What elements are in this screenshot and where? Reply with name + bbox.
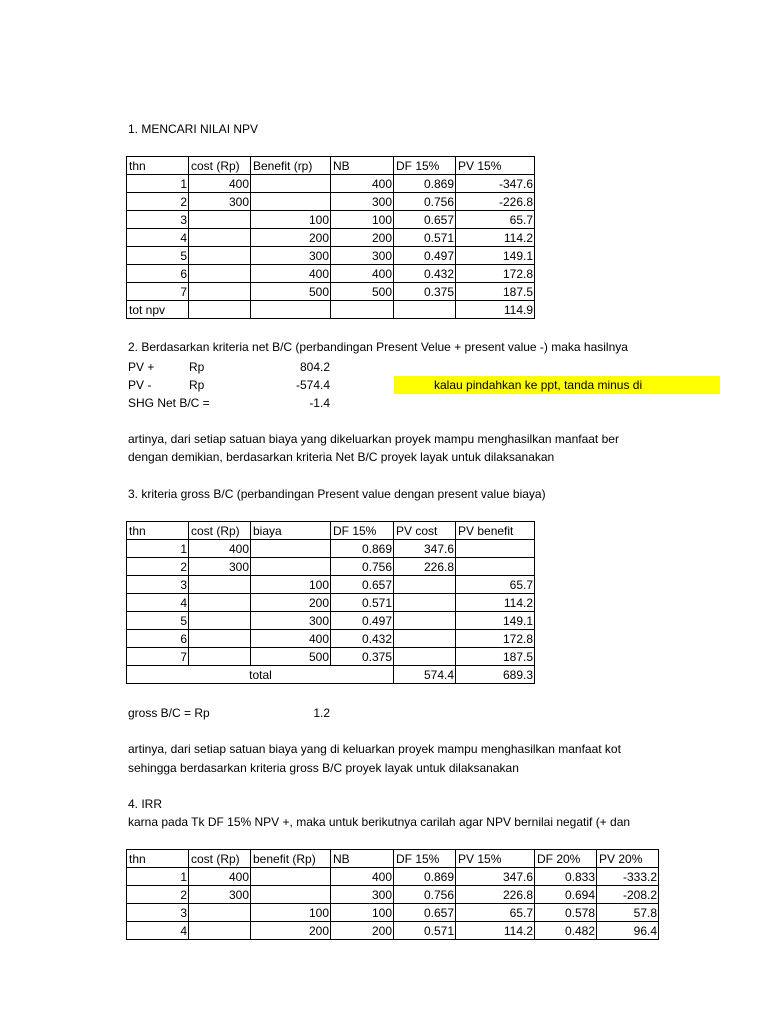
table-cell: 300 — [189, 558, 251, 576]
table-cell — [456, 540, 535, 558]
table-cell: 300 — [331, 247, 394, 265]
section-1-title: 1. MENCARI NILAI NPV — [128, 122, 259, 136]
table-cell: 187.5 — [456, 648, 535, 666]
table-cell: 0.833 — [535, 868, 597, 886]
header-cell: thn — [127, 157, 189, 175]
table-row — [127, 868, 659, 886]
header-cell: thn — [127, 850, 189, 868]
table-cell: 400 — [331, 175, 394, 193]
header-cell: PV cost — [394, 522, 456, 540]
table-cell: 100 — [251, 576, 331, 594]
table-row — [127, 630, 535, 648]
table-row — [127, 612, 535, 630]
table-cell: -347.6 — [456, 175, 535, 193]
table-cell: 500 — [251, 648, 331, 666]
header-cell: PV 15% — [456, 850, 535, 868]
header-cell: PV 15% — [456, 157, 535, 175]
table-cell — [189, 211, 251, 229]
table-cell: 65.7 — [456, 904, 535, 922]
table-cell: 0.571 — [331, 594, 394, 612]
table-cell — [251, 558, 331, 576]
table-cell — [251, 540, 331, 558]
table-cell — [189, 630, 251, 648]
table-cell: 114.2 — [456, 594, 535, 612]
header-cell: NB — [331, 157, 394, 175]
table-cell — [189, 247, 251, 265]
table-cell — [189, 904, 251, 922]
header-cell: biaya — [251, 522, 331, 540]
table-cell — [394, 576, 456, 594]
table-cell: 400 — [331, 868, 394, 886]
table-cell: 114.2 — [456, 922, 535, 940]
table-cell: 400 — [251, 265, 331, 283]
gross-bc-label: gross B/C = Rp — [128, 706, 210, 720]
table-cell: 0.432 — [331, 630, 394, 648]
table-cell — [189, 594, 251, 612]
table-cell — [189, 301, 251, 319]
table-cell: 149.1 — [456, 612, 535, 630]
table-cell: 172.8 — [456, 265, 535, 283]
section-2-title: 2. Berdasarkan kriteria net B/C (perbandingan Present Velue + present value -) maka hasilnya — [128, 340, 628, 354]
table-cell: 300 — [331, 193, 394, 211]
table-cell: 300 — [189, 886, 251, 904]
table-cell: 0.869 — [331, 540, 394, 558]
table-header-row — [127, 157, 535, 175]
table-cell — [394, 612, 456, 630]
table-row — [127, 211, 535, 229]
npv-table — [126, 156, 535, 319]
table-cell: -226.8 — [456, 193, 535, 211]
table-row — [127, 229, 535, 247]
table-cell: 400 — [189, 540, 251, 558]
table-cell: 0.497 — [394, 247, 456, 265]
table-cell: 226.8 — [456, 886, 535, 904]
table-cell: 0.482 — [535, 922, 597, 940]
table-cell: 200 — [251, 594, 331, 612]
header-cell: thn — [127, 522, 189, 540]
table-cell — [331, 301, 394, 319]
total-pv-cost: 574.4 — [394, 666, 456, 684]
table-cell: 0.375 — [394, 283, 456, 301]
irr-table — [126, 849, 659, 940]
table-cell — [189, 283, 251, 301]
header-cell: cost (Rp) — [189, 157, 251, 175]
table-cell: 300 — [251, 247, 331, 265]
table-cell — [251, 301, 331, 319]
section-3-title: 3. kriteria gross B/C (perbandingan Present value dengan present value biaya) — [128, 487, 546, 501]
table-row — [127, 922, 659, 940]
table-cell: 6 — [127, 265, 189, 283]
table-cell: 5 — [127, 612, 189, 630]
table-cell: 400 — [189, 175, 251, 193]
gross-bc-value: 1.2 — [313, 706, 330, 720]
total-label: tot npv — [127, 301, 189, 319]
gross-bc-table — [126, 521, 535, 684]
pv-plus-value: 804.2 — [299, 360, 330, 374]
table-cell: 0.756 — [394, 193, 456, 211]
table-cell: 1 — [127, 175, 189, 193]
shg-net-bc-label: SHG Net B/C = — [128, 396, 210, 410]
table-cell — [251, 175, 331, 193]
table-cell: 3 — [127, 576, 189, 594]
table-row — [127, 540, 535, 558]
table-cell: 0.657 — [331, 576, 394, 594]
table-cell: 100 — [331, 904, 394, 922]
table-cell — [394, 648, 456, 666]
table-cell: 400 — [189, 868, 251, 886]
table-cell: 2 — [127, 193, 189, 211]
table-cell: 500 — [251, 283, 331, 301]
table-cell — [251, 886, 331, 904]
table-cell: 149.1 — [456, 247, 535, 265]
header-cell: PV benefit — [456, 522, 535, 540]
table-row — [127, 576, 535, 594]
table-cell: 400 — [331, 265, 394, 283]
table-cell: 200 — [331, 922, 394, 940]
table-cell — [394, 630, 456, 648]
header-cell: NB — [331, 850, 394, 868]
table-cell — [394, 594, 456, 612]
table-cell — [189, 648, 251, 666]
table-cell: 200 — [251, 229, 331, 247]
table-cell: 100 — [251, 904, 331, 922]
table-cell: 0.578 — [535, 904, 597, 922]
header-cell: cost (Rp) — [189, 522, 251, 540]
table-cell: 2 — [127, 886, 189, 904]
table-cell: 347.6 — [394, 540, 456, 558]
table-cell: 100 — [331, 211, 394, 229]
pv-plus-label: PV + — [128, 360, 155, 374]
pv-plus-rp: Rp — [189, 360, 205, 374]
table-cell: 300 — [251, 612, 331, 630]
table-row — [127, 594, 535, 612]
total-npv-value: 114.9 — [456, 301, 535, 319]
table-cell — [394, 301, 456, 319]
header-cell: Benefit (rp) — [251, 157, 331, 175]
table-cell: 300 — [331, 886, 394, 904]
section-3-paragraph-1: artinya, dari setiap satuan biaya yang di keluarkan proyek mampu menghasilkan manfaat kot — [128, 742, 621, 756]
total-row — [127, 666, 535, 684]
table-cell: 4 — [127, 229, 189, 247]
table-row — [127, 247, 535, 265]
table-cell: 0.869 — [394, 868, 456, 886]
table-cell: 6 — [127, 630, 189, 648]
table-header-row — [127, 850, 659, 868]
table-cell — [189, 612, 251, 630]
header-cell: PV 20% — [597, 850, 659, 868]
shg-net-bc-value: -1.4 — [309, 396, 330, 410]
section-3-paragraph-2: sehingga berdasarkan kriteria gross B/C proyek layak untuk dilaksanakan — [128, 761, 519, 775]
table-cell: 3 — [127, 211, 189, 229]
total-pv-benefit: 689.3 — [456, 666, 535, 684]
table-cell: 4 — [127, 922, 189, 940]
table-cell — [189, 922, 251, 940]
table-row — [127, 558, 535, 576]
table-cell: 3 — [127, 904, 189, 922]
table-cell: 5 — [127, 247, 189, 265]
table-cell — [189, 576, 251, 594]
pv-minus-value: -574.4 — [295, 378, 330, 392]
table-cell: 7 — [127, 648, 189, 666]
highlight-note — [394, 376, 720, 394]
header-cell: benefit (Rp) — [251, 850, 331, 868]
table-cell: 0.497 — [331, 612, 394, 630]
table-cell: 7 — [127, 283, 189, 301]
table-cell: 0.571 — [394, 229, 456, 247]
table-cell: 400 — [251, 630, 331, 648]
table-row — [127, 904, 659, 922]
total-label: total — [127, 666, 394, 684]
table-cell: 1 — [127, 540, 189, 558]
table-cell: 200 — [331, 229, 394, 247]
header-cell: DF 15% — [394, 850, 456, 868]
table-cell — [251, 193, 331, 211]
table-cell: 500 — [331, 283, 394, 301]
table-cell: -333.2 — [597, 868, 659, 886]
section-2-paragraph-1: artinya, dari setiap satuan biaya yang dikeluarkan proyek mampu menghasilkan manfaat ber — [128, 432, 619, 446]
table-cell — [189, 229, 251, 247]
table-row — [127, 886, 659, 904]
table-cell: 96.4 — [597, 922, 659, 940]
table-cell: 187.5 — [456, 283, 535, 301]
table-cell — [456, 558, 535, 576]
header-cell: DF 15% — [394, 157, 456, 175]
header-cell: cost (Rp) — [189, 850, 251, 868]
pv-minus-rp: Rp — [189, 378, 205, 392]
table-cell: 0.657 — [394, 904, 456, 922]
table-row — [127, 193, 535, 211]
table-header-row — [127, 522, 535, 540]
table-cell: 100 — [251, 211, 331, 229]
header-cell: DF 20% — [535, 850, 597, 868]
table-cell: 0.694 — [535, 886, 597, 904]
table-cell: 200 — [251, 922, 331, 940]
table-row — [127, 175, 535, 193]
table-cell: 0.869 — [394, 175, 456, 193]
table-row — [127, 265, 535, 283]
table-cell: 65.7 — [456, 211, 535, 229]
table-cell: 2 — [127, 558, 189, 576]
table-cell: 347.6 — [456, 868, 535, 886]
section-4-intro: karna pada Tk DF 15% NPV +, maka untuk berikutnya carilah agar NPV bernilai negatif (+ dan — [128, 815, 631, 829]
table-row — [127, 648, 535, 666]
section-4-title: 4. IRR — [128, 797, 163, 811]
table-cell: 0.657 — [394, 211, 456, 229]
table-cell: 0.375 — [331, 648, 394, 666]
table-cell — [189, 265, 251, 283]
table-cell: 0.756 — [331, 558, 394, 576]
table-cell: 1 — [127, 868, 189, 886]
table-cell: 0.432 — [394, 265, 456, 283]
table-cell: 65.7 — [456, 576, 535, 594]
table-cell: 4 — [127, 594, 189, 612]
table-cell: 0.571 — [394, 922, 456, 940]
table-cell: 114.2 — [456, 229, 535, 247]
section-2-paragraph-2: dengan demikian, berdasarkan kriteria Net B/C proyek layak untuk dilaksanakan — [128, 450, 555, 464]
table-cell: -208.2 — [597, 886, 659, 904]
table-cell: 172.8 — [456, 630, 535, 648]
table-row — [127, 283, 535, 301]
highlight-note-text: kalau pindahkan ke ppt, tanda minus di — [434, 378, 643, 392]
table-cell: 226.8 — [394, 558, 456, 576]
pv-minus-label: PV - — [128, 378, 152, 392]
header-cell: DF 15% — [331, 522, 394, 540]
table-cell — [251, 868, 331, 886]
table-cell: 300 — [189, 193, 251, 211]
total-row — [127, 301, 535, 319]
table-cell: 57.8 — [597, 904, 659, 922]
table-cell: 0.756 — [394, 886, 456, 904]
